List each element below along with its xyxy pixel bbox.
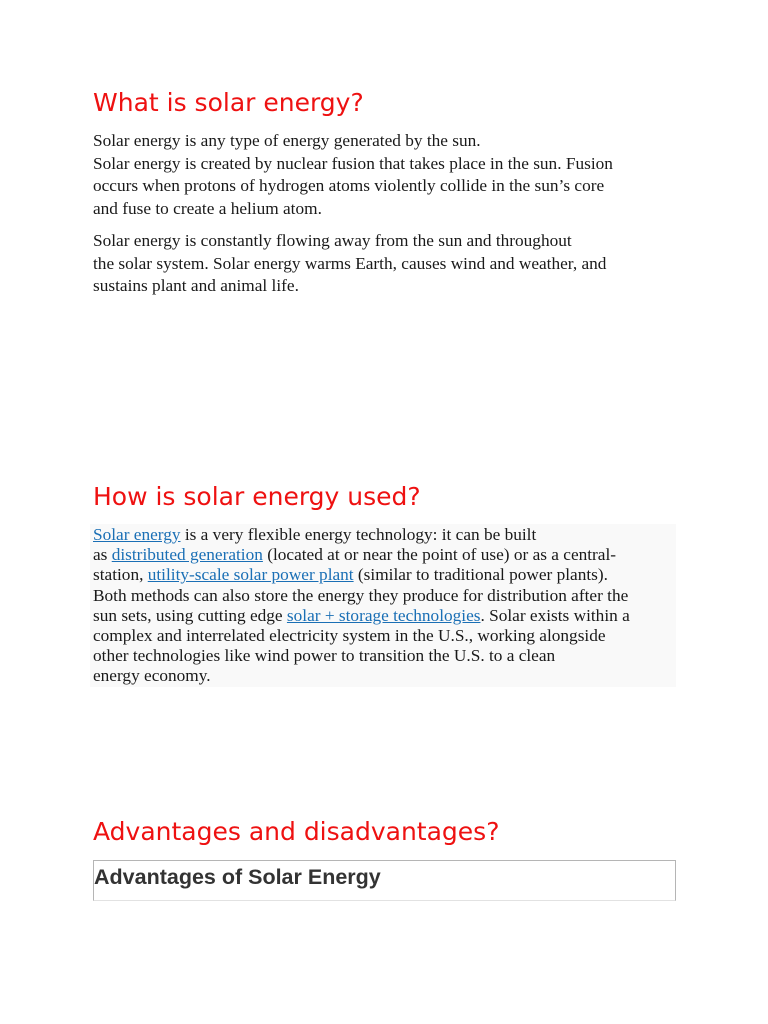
text-span: station,	[93, 565, 148, 585]
text-line: other technologies like wind power to transition the U.S. to a clean	[93, 646, 556, 666]
text-line: Both methods can also store the energy they produce for distribution after the	[93, 585, 629, 605]
text-line: occurs when protons of hydrogen atoms violently collide in the sun’s core	[93, 176, 605, 196]
text-line: sustains plant and animal life.	[93, 276, 299, 296]
text-span: sun sets, using cutting edge	[93, 605, 287, 625]
text-line: complex and interrelated electricity system in the U.S., working alongside	[93, 626, 606, 646]
text-line	[93, 565, 683, 585]
link-solar-storage[interactable]: solar + storage technologies	[286, 605, 481, 625]
text-line: and fuse to create a helium atom.	[93, 199, 322, 219]
link-utility-scale-plant[interactable]: utility-scale solar power plant	[147, 565, 354, 585]
text-span: is a very flexible energy technology: it can be built	[180, 525, 537, 544]
subheading-advantages: Advantages of Solar Energy	[94, 865, 381, 889]
text-line: Solar energy is created by nuclear fusion that takes place in the sun. Fusion	[93, 153, 613, 173]
heading-how-is-solar-used: How is solar energy used?	[93, 482, 421, 511]
text-span: (similar to traditional power plants).	[353, 565, 608, 585]
text-span: as	[93, 545, 112, 565]
text-span: . Solar exists within a	[480, 605, 630, 625]
text-line: energy economy.	[93, 666, 211, 686]
paragraph-solar-flow	[93, 230, 683, 298]
heading-advantages-disadvantages: Advantages and disadvantages?	[93, 817, 500, 846]
text-span: (located at or near the point of use) or as a central-	[262, 545, 617, 565]
heading-what-is-solar-energy: What is solar energy?	[93, 88, 364, 117]
advantages-box	[93, 860, 676, 901]
paragraph-solar-uses	[93, 525, 683, 687]
text-line	[93, 606, 683, 626]
link-distributed-generation[interactable]: distributed generation	[111, 545, 263, 565]
text-line: Solar energy is constantly flowing away from the sun and throughout	[93, 231, 572, 250]
paragraph-solar-definition	[93, 130, 683, 221]
text-line: the solar system. Solar energy warms Earth, causes wind and weather, and	[93, 253, 607, 273]
text-line: Solar energy is any type of energy generated by the sun.	[93, 131, 481, 150]
text-line	[93, 525, 683, 545]
link-solar-energy[interactable]: Solar energy	[93, 525, 181, 544]
text-line	[93, 545, 683, 565]
